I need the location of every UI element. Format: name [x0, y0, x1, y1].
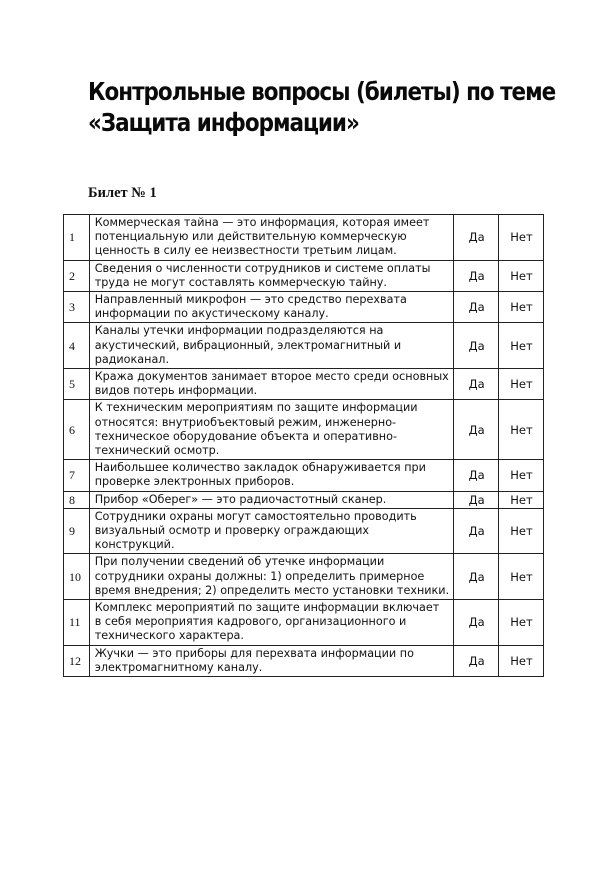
- title-line-2: «Защита информации»: [88, 108, 359, 137]
- table-row: [64, 460, 544, 491]
- question-text: При получении сведений об утечке информации сотрудники охраны должны: 1) определить примерное время внедрения; 2) определить место установки техники.: [89, 554, 454, 600]
- table-row: [64, 292, 544, 323]
- question-number: 4: [64, 323, 90, 369]
- table-row: [64, 554, 544, 600]
- question-text: Коммерческая тайна — это информация, которая имеет потенциальную или действительную коммерческую ценность в силу ее неизвестности третьим лицам.: [89, 215, 454, 261]
- question-text: Жучки — это приборы для перехвата информации по электромагнитному каналу.: [89, 645, 454, 676]
- question-number: 6: [64, 400, 90, 460]
- question-number: 8: [64, 491, 90, 508]
- answer-yes-option[interactable]: Да: [454, 400, 499, 460]
- answer-yes-option[interactable]: Да: [454, 369, 499, 400]
- answer-no-option[interactable]: Нет: [498, 400, 543, 460]
- question-number: 2: [64, 260, 90, 291]
- table-row: [64, 323, 544, 369]
- question-text: К техническим мероприятиям по защите информации относятся: внутриобъектовый режим, инженерно-техническое оборудование объекта и оперативно-технический осмотр.: [89, 400, 454, 460]
- answer-no-option[interactable]: Нет: [498, 292, 543, 323]
- question-text: Сотрудники охраны могут самостоятельно проводить визуальный осмотр и проверку ограждающих конструкций.: [89, 508, 454, 554]
- answer-no-option[interactable]: Нет: [498, 508, 543, 554]
- question-number: 9: [64, 508, 90, 554]
- table-row: [64, 491, 544, 508]
- table-row: [64, 215, 544, 261]
- answer-no-option[interactable]: Нет: [498, 645, 543, 676]
- answer-no-option[interactable]: Нет: [498, 600, 543, 646]
- answer-yes-option[interactable]: Да: [454, 600, 499, 646]
- answer-no-option[interactable]: Нет: [498, 554, 543, 600]
- table-row: [64, 600, 544, 646]
- question-number: 12: [64, 645, 90, 676]
- answer-no-option[interactable]: Нет: [498, 260, 543, 291]
- table-row: [64, 508, 544, 554]
- answer-no-option[interactable]: Нет: [498, 215, 543, 261]
- page-title: [88, 76, 556, 138]
- answer-no-option[interactable]: Нет: [498, 323, 543, 369]
- question-text: Каналы утечки информации подразделяются на акустический, вибрационный, электромагнитный и радиоканал.: [89, 323, 454, 369]
- ticket-heading: Билет № 1: [88, 185, 157, 201]
- question-text: Сведения о численности сотрудников и системе оплаты труда не могут составлять коммерческую тайну.: [89, 260, 454, 291]
- answer-no-option[interactable]: Нет: [498, 491, 543, 508]
- questions-table-body: [64, 215, 544, 677]
- table-row: [64, 645, 544, 676]
- question-number: 3: [64, 292, 90, 323]
- question-number: 11: [64, 600, 90, 646]
- question-number: 5: [64, 369, 90, 400]
- answer-yes-option[interactable]: Да: [454, 323, 499, 369]
- answer-no-option[interactable]: Нет: [498, 460, 543, 491]
- table-row: [64, 400, 544, 460]
- question-text: Комплекс мероприятий по защите информации включает в себя мероприятия кадрового, организационного и технического характера.: [89, 600, 454, 646]
- answer-yes-option[interactable]: Да: [454, 491, 499, 508]
- question-text: Прибор «Оберег» — это радиочастотный сканер.: [89, 491, 454, 508]
- answer-yes-option[interactable]: Да: [454, 508, 499, 554]
- question-text: Направленный микрофон — это средство перехвата информации по акустическому каналу.: [89, 292, 454, 323]
- question-text: Наибольшее количество закладок обнаруживается при проверке электронных приборов.: [89, 460, 454, 491]
- question-number: 7: [64, 460, 90, 491]
- answer-no-option[interactable]: Нет: [498, 369, 543, 400]
- table-row: [64, 369, 544, 400]
- answer-yes-option[interactable]: Да: [454, 645, 499, 676]
- table-row: [64, 260, 544, 291]
- question-number: 10: [64, 554, 90, 600]
- answer-yes-option[interactable]: Да: [454, 460, 499, 491]
- answer-yes-option[interactable]: Да: [454, 260, 499, 291]
- title-line-1: Контрольные вопросы (билеты) по теме: [88, 77, 556, 106]
- questions-table: [63, 214, 544, 677]
- answer-yes-option[interactable]: Да: [454, 292, 499, 323]
- answer-yes-option[interactable]: Да: [454, 554, 499, 600]
- question-text: Кража документов занимает второе место среди основных видов потерь информации.: [89, 369, 454, 400]
- question-number: 1: [64, 215, 90, 261]
- answer-yes-option[interactable]: Да: [454, 215, 499, 261]
